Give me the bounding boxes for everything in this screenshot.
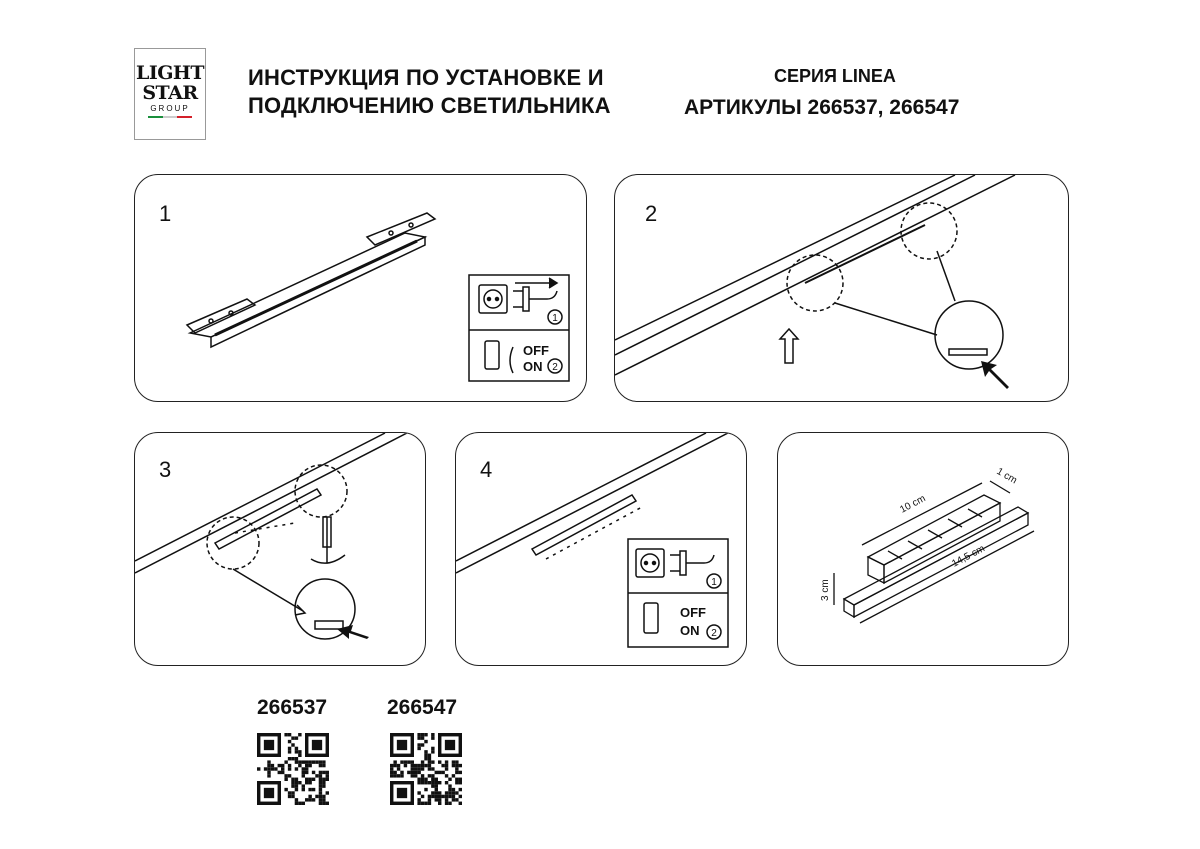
plug-icon [513,287,557,311]
dim-length-label: 14,5 cm [950,543,987,570]
title-line-1: ИНСТРУКЦИЯ ПО УСТАНОВКЕ И [248,65,604,90]
logo-line-2: STAR [142,82,198,104]
step-4-number: 4 [480,457,493,482]
qr-label-266537: 266537 [257,696,328,719]
switch-icon [644,603,658,633]
dim-depth-label: 1 cm [994,466,1019,487]
switch-icon [485,341,499,369]
step-3-illustration [135,433,426,666]
dimensions-panel [777,432,1069,666]
qr-code-266547[interactable] [390,733,462,805]
box-4-circle-2: 2 [711,628,717,639]
step-1-number: 1 [159,201,172,226]
socket-icon [479,285,507,313]
dimensions-illustration [778,433,1069,666]
dim-module-label: 10 cm [898,493,928,516]
title-line-2: ПОДКЛЮЧЕНИЮ СВЕТИЛЬНИКА [248,93,611,118]
page-title [248,64,611,120]
up-arrow-icon [780,329,798,363]
zoom-circle [935,301,1003,369]
ceiling-track-edge [615,175,955,340]
logo-line-3: GROUP [150,104,190,113]
power-off-box [135,175,587,402]
dim-height-label: 3 cm [820,579,831,601]
step-3-number: 3 [159,457,172,482]
power-on-box [456,433,747,666]
brand-logo [134,48,206,140]
step-3-panel [134,432,426,666]
article-numbers: АРТИКУЛЫ 266537, 266547 [684,96,960,119]
step-2-illustration [615,175,1069,402]
box-1-on-label: ON [523,359,543,374]
box-1-circle-1: 1 [552,313,558,324]
detail-circle-left [787,255,843,311]
box-4-on-label: ON [680,623,700,638]
step-4-panel [455,432,747,666]
detail-circle-right [295,465,347,517]
plug-icon [670,551,714,575]
step-2-panel [614,174,1069,402]
logo-line-1: LIGHT [135,62,205,84]
box-1-off-label: OFF [523,343,549,358]
qr-code-266537[interactable] [257,733,329,805]
step-2-number: 2 [645,201,658,226]
series-label: СЕРИЯ LINEA [774,66,896,86]
detail-circle-right [901,203,957,259]
luminaire-body [844,507,1028,605]
italian-flag-stripe [148,116,192,118]
box-4-circle-1: 1 [711,577,717,588]
socket-icon [636,549,664,577]
box-4-off-label: OFF [680,605,706,620]
insert-arrow-icon [981,361,1009,389]
box-1-circle-2: 2 [552,362,558,373]
step-1-panel [134,174,587,402]
insert-arrow-icon [337,625,369,639]
qr-label-266547: 266547 [387,696,458,719]
